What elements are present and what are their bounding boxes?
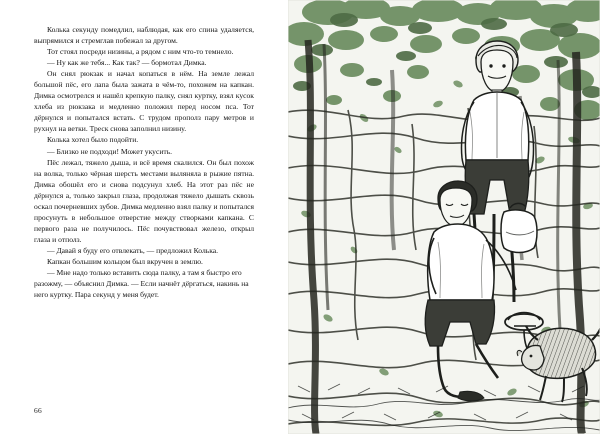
paragraph: Пёс лежал, тяжело дыша, и всё время скалился. Он был похож на волка, только чёрная шерсть местами выляняла в рыжие пятна. Димка обошёл его и снова подсунул хлеб. На этот раз пёс не дёрнулся а, только закрыл глаза, продолжая тяжело дышать сквозь оскал почерневших зубов. Димка медленно взял палку и попытался просунуть в небольшое отверстие между створками капкана. С первого раза не получилось. Пёс почувствовал железо, открыл глаза и отполз. [34, 157, 254, 244]
paragraph: Он снял рюкзак и начал копаться в нём. На земле лежал большой пёс, его лапа была зажата в чём-то, похожем на капкан. Димка осмотрелся и нашёл крепкую палку, снял куртку, взял кусок хлеба из рюкзака и медленно положил перед носом пса. Тот дёрнулся и попытался встать. С трудом прополз пару метров и рухнул на ветки. Треск снова заполнил низину. [34, 69, 254, 134]
page-number: 66 [34, 406, 42, 415]
paragraph: — Ну как же тебя... Как так? — бормотал Димка. [47, 58, 207, 68]
illustration-figure [288, 0, 600, 434]
paragraph: — Близко не подходи! Может укусить. [47, 146, 173, 156]
paragraph: Капкан большим кольцом был вкручен в землю. [47, 256, 203, 266]
paragraph: Колька хотел было подойти. [47, 135, 139, 145]
illustration-page [288, 0, 600, 434]
paragraph: — Давай я буду его отвлекать, — предложил Колька. [47, 245, 219, 255]
body-text-column [34, 24, 254, 300]
text-page [0, 0, 288, 434]
paragraph: Колька секунду помедлил, наблюдая, как его спина удаляется, выпрямился и стремглав побежал за другом. [34, 25, 254, 46]
paragraph: — Мне надо только вставить сюда палку, а там я быстро его разожму, — объяснил Димка. — Если начнёт дёргаться, накинь на него куртку. Пара секунд у меня будет. [34, 268, 249, 300]
paragraph: Тот стоял посреди низины, а рядом с ним что-то темнело. [47, 47, 234, 57]
